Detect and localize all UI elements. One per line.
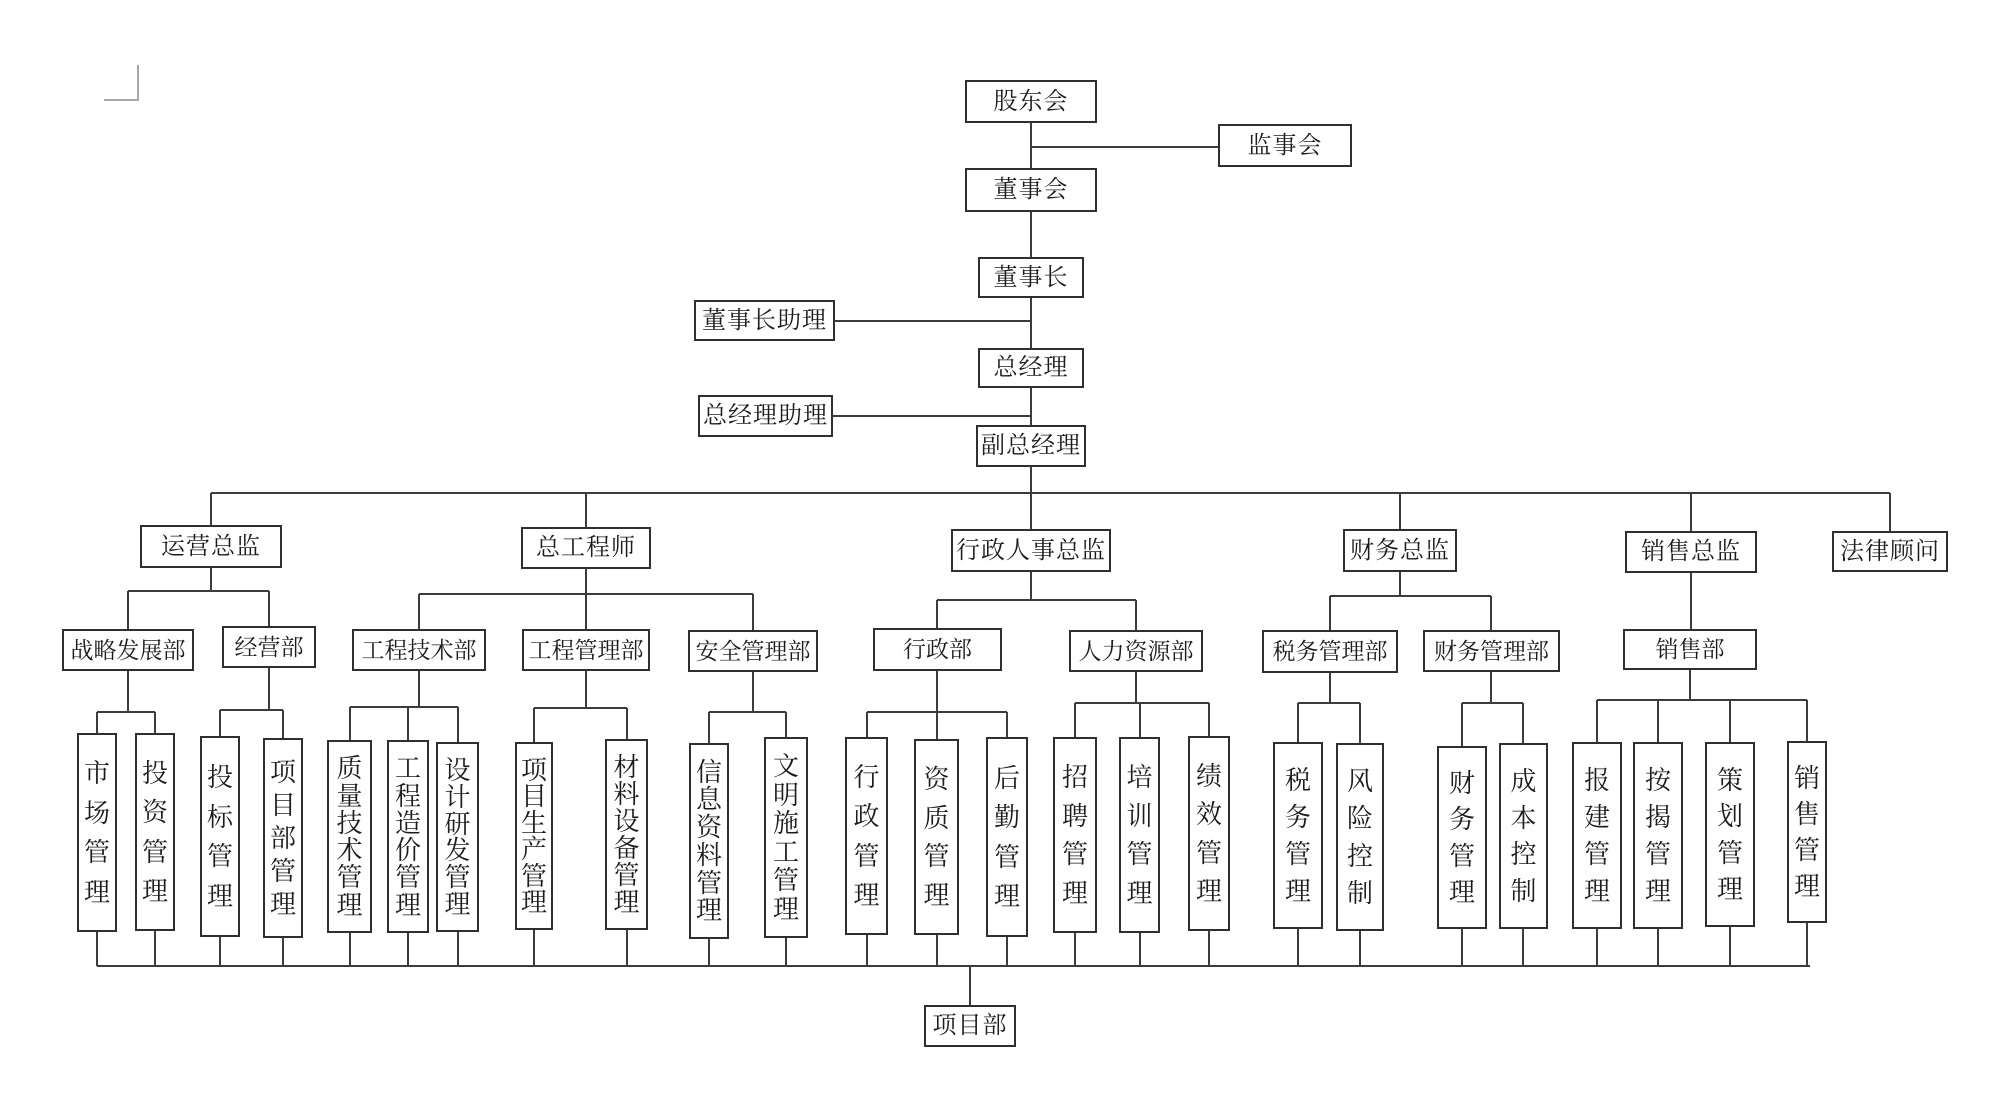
vertical-label-char: 训 [1126, 800, 1153, 831]
node-touzi-guanli [135, 733, 175, 931]
node-xiangmubu-guanli [263, 738, 303, 938]
vertical-label-char: 管 [613, 860, 640, 890]
vertical-label-char: 策 [1716, 764, 1743, 795]
vertical-label-char: 产 [520, 834, 547, 865]
node-xingzheng-renshi-zongjian [951, 529, 1111, 572]
node-xiaoshou-guanli [1787, 741, 1827, 923]
vertical-label-char: 控 [1510, 839, 1537, 870]
vertical-label-char: 理 [993, 881, 1020, 912]
vertical-label-char: 管 [1448, 840, 1475, 871]
node-anquan-guanlibu [688, 630, 818, 672]
node-shichang-guanli-label [79, 735, 115, 930]
vertical-label-char: 后 [993, 762, 1020, 793]
node-xiangmu-shengchan-guanli-label [517, 744, 551, 928]
node-jixiao-guanli [1188, 736, 1230, 931]
node-xiangmubu [924, 1005, 1016, 1047]
node-jingyingbu-label: 经营部 [234, 633, 304, 660]
vertical-label-char: 管 [444, 862, 471, 893]
vertical-label-char: 研 [444, 808, 471, 839]
node-dongshihui [965, 168, 1097, 212]
vertical-label-char: 文 [772, 751, 799, 782]
vertical-label-char: 资 [695, 812, 722, 843]
vertical-label-char: 理 [336, 889, 363, 920]
node-zizhi-guanli [914, 739, 959, 935]
vertical-label-char: 材 [613, 752, 640, 782]
node-houqin-guanli [986, 737, 1028, 937]
vertical-label-char: 理 [1793, 871, 1820, 901]
node-caiwu-guanli-v [1437, 746, 1487, 929]
node-xingzhengbu [873, 628, 1002, 671]
node-chengben-kongzhi [1499, 743, 1548, 929]
vertical-label-char: 理 [1126, 878, 1153, 909]
vertical-label-char: 理 [83, 876, 110, 907]
vertical-label-char: 量 [336, 780, 363, 811]
vertical-label-char: 资 [141, 797, 168, 828]
vertical-label-char: 理 [1061, 878, 1088, 909]
vertical-label-char: 理 [613, 887, 640, 917]
vertical-label-char: 项 [520, 754, 547, 785]
vertical-label-char: 管 [141, 836, 168, 867]
node-xinxi-ziliao-guanli-label [691, 745, 727, 937]
node-gudonghui-label: 股东会 [993, 87, 1069, 115]
node-falv-guwen [1832, 531, 1948, 572]
vertical-label-char: 风 [1346, 766, 1373, 797]
vertical-label-char: 部 [269, 823, 296, 853]
vertical-label-char: 成 [1510, 765, 1537, 796]
node-shuiwu-guanli-label [1275, 744, 1321, 927]
node-touzi-guanli-label [137, 735, 173, 929]
vertical-label-char: 管 [1716, 837, 1743, 868]
vertical-label-char: 管 [993, 841, 1020, 872]
vertical-label-char: 理 [1448, 876, 1475, 907]
vertical-label-char: 售 [1793, 799, 1820, 829]
node-zong-gongchengshi [521, 527, 651, 569]
vertical-label-char: 场 [83, 797, 110, 828]
vertical-label-char: 理 [772, 893, 799, 924]
vertical-label-char: 理 [444, 889, 471, 920]
vertical-label-char: 管 [520, 860, 547, 891]
node-shuiwu-guanli [1273, 742, 1323, 929]
node-xiangmubu-guanli-label [265, 740, 301, 936]
node-xiangmu-shengchan-guanli [515, 742, 553, 930]
node-zizhi-guanli-label [916, 741, 957, 933]
node-zongjingli [978, 348, 1084, 388]
node-shuiwu-guanlibu [1262, 630, 1398, 673]
vertical-label-char: 管 [394, 862, 421, 893]
node-zongjingli-label: 总经理 [993, 354, 1069, 381]
node-xingzhengbu-label: 行政部 [903, 636, 972, 662]
vertical-label-char: 理 [1195, 876, 1222, 907]
node-wenming-shigong-guanli-label [766, 739, 806, 936]
vertical-label-char: 理 [1644, 876, 1671, 906]
vertical-label-char: 管 [695, 867, 722, 898]
node-zhiliang-jishu-guanli [327, 740, 372, 933]
vertical-label-char: 理 [520, 887, 547, 918]
vertical-label-char: 造 [394, 807, 421, 838]
vertical-label-char: 招 [1061, 761, 1088, 792]
node-gongcheng-guanlibu-label: 工程管理部 [528, 636, 644, 663]
vertical-label-char: 料 [613, 779, 640, 809]
vertical-label-char: 理 [695, 895, 722, 926]
node-houqin-guanli-label [988, 739, 1026, 935]
vertical-label-char: 资 [923, 763, 950, 794]
vertical-label-char: 市 [83, 758, 110, 789]
vertical-label-char: 投 [206, 761, 233, 792]
node-yunying-zongjian [140, 525, 282, 568]
node-fu-zongjingli-label: 副总经理 [981, 432, 1081, 459]
node-peixun-guanli [1119, 737, 1160, 933]
vertical-label-char: 工 [772, 836, 799, 867]
node-gudonghui [965, 80, 1097, 123]
node-cailiao-shebei-guanli [605, 739, 648, 930]
vertical-label-char: 管 [1195, 837, 1222, 868]
node-xinxi-ziliao-guanli [689, 743, 729, 939]
vertical-label-char: 揭 [1644, 802, 1671, 832]
vertical-label-char: 财 [1448, 768, 1475, 799]
vertical-label-char: 术 [336, 835, 363, 866]
node-sheji-yanfa-guanli-label [438, 744, 477, 930]
vertical-label-char: 生 [520, 807, 547, 838]
node-fengxian-kongzhi [1336, 743, 1384, 931]
vertical-label-char: 技 [336, 807, 363, 838]
vertical-label-char: 建 [1583, 802, 1610, 832]
node-gongcheng-zaojia-guanli [387, 740, 429, 933]
node-shuiwu-guanlibu-label: 税务管理部 [1272, 638, 1388, 664]
node-zongjingli-zhuli-label: 总经理助理 [703, 402, 828, 429]
vertical-label-char: 务 [1284, 802, 1311, 832]
node-cehua-guanli-label [1707, 744, 1753, 925]
vertical-label-char: 险 [1346, 803, 1373, 834]
vertical-label-char: 理 [923, 880, 950, 911]
vertical-label-char: 发 [444, 835, 471, 866]
vertical-label-char: 理 [1583, 876, 1610, 906]
node-cehua-guanli [1705, 742, 1755, 927]
node-jingyingbu [222, 626, 316, 668]
vertical-label-char: 制 [1346, 877, 1373, 908]
vertical-label-char: 务 [1448, 804, 1475, 835]
vertical-label-char: 管 [269, 856, 296, 886]
node-caiwu-guanli-v-label [1439, 748, 1485, 927]
vertical-label-char: 理 [1284, 876, 1311, 906]
vertical-label-char: 管 [1583, 839, 1610, 869]
node-zhaopin-guanli [1053, 737, 1097, 933]
vertical-label-char: 计 [444, 781, 471, 812]
node-anjie-guanli [1633, 742, 1683, 929]
node-jianshihui-label: 监事会 [1247, 131, 1323, 159]
vertical-label-char: 培 [1126, 761, 1153, 792]
vertical-label-char: 明 [772, 779, 799, 810]
vertical-label-char: 目 [520, 781, 547, 812]
vertical-label-char: 效 [1195, 799, 1222, 830]
node-dongshizhang-zhuli [694, 300, 835, 341]
vertical-label-char: 管 [1061, 839, 1088, 870]
node-peixun-guanli-label [1121, 739, 1158, 931]
vertical-label-char: 理 [206, 881, 233, 912]
vertical-label-char: 质 [336, 753, 363, 784]
node-xiaoshou-zongjian-label: 销售总监 [1641, 538, 1741, 565]
vertical-label-char: 项 [269, 757, 296, 787]
node-caiwu-guanlibu-label: 财务管理部 [1434, 637, 1549, 664]
node-zhiliang-jishu-guanli-label [329, 742, 370, 931]
node-zhaopin-guanli-label [1055, 739, 1095, 931]
vertical-label-char: 管 [923, 841, 950, 872]
node-chengben-kongzhi-label [1501, 745, 1546, 927]
vertical-label-char: 设 [444, 754, 471, 785]
vertical-label-char: 本 [1510, 802, 1537, 833]
vertical-label-char: 按 [1644, 765, 1671, 795]
node-sheji-yanfa-guanli [436, 742, 479, 932]
vertical-label-char: 理 [394, 889, 421, 920]
vertical-label-char: 料 [695, 839, 722, 870]
vertical-label-char: 销 [1793, 763, 1820, 793]
node-dongshihui-label: 董事会 [993, 176, 1069, 203]
node-anquan-guanlibu-label: 安全管理部 [695, 637, 811, 664]
vertical-label-char: 政 [853, 801, 880, 832]
vertical-label-char: 管 [772, 865, 799, 896]
vertical-label-char: 理 [269, 889, 296, 919]
vertical-label-char: 划 [1716, 801, 1743, 832]
vertical-label-char: 理 [853, 879, 880, 910]
vertical-label-char: 息 [695, 784, 722, 815]
node-dongshizhang-label: 董事长 [993, 263, 1069, 291]
node-cailiao-shebei-guanli-label [607, 741, 646, 928]
vertical-label-char: 价 [394, 835, 421, 866]
vertical-label-char: 备 [613, 833, 640, 863]
node-gongcheng-guanlibu [522, 629, 650, 671]
vertical-label-char: 施 [772, 808, 799, 839]
node-falv-guwen-label: 法律顾问 [1840, 537, 1940, 565]
node-yunying-zongjian-label: 运营总监 [161, 532, 261, 560]
node-baojian-guanli [1572, 742, 1622, 929]
vertical-label-char: 勤 [993, 802, 1020, 833]
node-toubiao-guanli-label [202, 738, 238, 935]
node-xingzheng-guanli [845, 737, 888, 935]
vertical-label-char: 管 [1793, 835, 1820, 865]
node-dongshizhang-zhuli-label: 董事长助理 [702, 306, 827, 334]
vertical-label-char: 税 [1284, 765, 1311, 795]
vertical-label-char: 标 [206, 801, 233, 832]
vertical-label-char: 理 [1716, 874, 1743, 905]
node-fengxian-kongzhi-label [1338, 745, 1382, 929]
vertical-label-char: 目 [269, 790, 296, 820]
node-wenming-shigong-guanli [764, 737, 808, 938]
node-caiwu-zongjian [1343, 529, 1457, 572]
node-xingzheng-guanli-label [847, 739, 886, 933]
vertical-label-char: 报 [1583, 765, 1610, 795]
node-gongcheng-zaojia-guanli-label [389, 742, 427, 931]
node-xingzheng-renshi-zongjian-label: 行政人事总监 [956, 536, 1106, 564]
node-renli-ziyuanbu [1069, 630, 1203, 672]
vertical-label-char: 行 [853, 762, 880, 793]
node-baojian-guanli-label [1574, 744, 1620, 927]
vertical-label-char: 程 [394, 780, 421, 811]
vertical-label-char: 控 [1346, 840, 1373, 871]
vertical-label-char: 设 [613, 806, 640, 836]
node-xiaoshou-zongjian [1625, 531, 1757, 573]
node-jixiao-guanli-label [1190, 738, 1228, 929]
vertical-label-char: 管 [1284, 839, 1311, 869]
vertical-label-char: 工 [394, 753, 421, 784]
node-xiaoshoubu-label: 销售部 [1655, 636, 1725, 662]
vertical-label-char: 信 [695, 756, 722, 787]
node-xiaoshou-guanli-label [1789, 743, 1825, 921]
node-zhanlve-fazhanbu-label: 战略发展部 [70, 636, 186, 663]
vertical-label-char: 管 [1644, 839, 1671, 869]
node-zhanlve-fazhanbu [62, 629, 194, 671]
node-xiangmubu-label: 项目部 [932, 1012, 1008, 1039]
vertical-label-char: 管 [83, 837, 110, 868]
node-zongjingli-zhuli [698, 395, 833, 437]
node-gongcheng-jishubu-label: 工程技术部 [361, 636, 477, 663]
node-jianshihui [1218, 124, 1352, 167]
vertical-label-char: 管 [1126, 839, 1153, 870]
node-fu-zongjingli [976, 425, 1086, 467]
node-dongshizhang [978, 257, 1084, 298]
node-caiwu-guanlibu [1423, 630, 1560, 672]
vertical-label-char: 质 [923, 802, 950, 833]
node-xiaoshoubu [1623, 629, 1757, 670]
vertical-label-char: 绩 [1195, 760, 1222, 791]
node-toubiao-guanli [200, 736, 240, 937]
vertical-label-char: 理 [141, 875, 168, 906]
node-zong-gongchengshi-label: 总工程师 [536, 534, 636, 561]
node-caiwu-zongjian-label: 财务总监 [1350, 536, 1450, 564]
vertical-label-char: 管 [206, 841, 233, 872]
node-gongcheng-jishubu [352, 629, 486, 671]
vertical-label-char: 制 [1510, 876, 1537, 907]
vertical-label-char: 管 [853, 840, 880, 871]
vertical-label-char: 聘 [1061, 800, 1088, 831]
node-shichang-guanli [77, 733, 117, 932]
node-renli-ziyuanbu-label: 人力资源部 [1078, 637, 1194, 664]
vertical-label-char: 管 [336, 862, 363, 893]
node-anjie-guanli-label [1635, 744, 1681, 927]
vertical-label-char: 投 [141, 758, 168, 789]
